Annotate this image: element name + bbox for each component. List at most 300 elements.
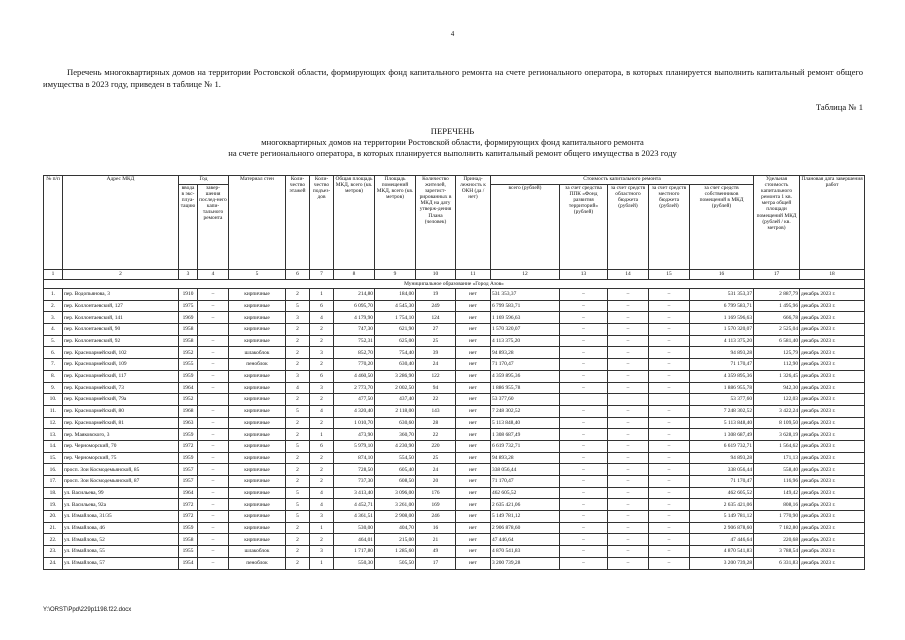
- row-entrances: 4: [310, 487, 334, 499]
- row-year-last-repair: –: [198, 476, 229, 488]
- column-number: 9: [375, 270, 416, 280]
- row-cost-regional: –: [608, 382, 649, 394]
- municipality-row: [44, 280, 865, 289]
- col-header-cost-total: всего (рублей): [491, 185, 560, 270]
- column-number: 6: [286, 270, 310, 280]
- row-material: кирпичные: [229, 312, 286, 324]
- row-cost-regional: –: [608, 300, 649, 312]
- row-address: пер. Коллонтаевский, 141: [63, 312, 179, 324]
- row-number: 2.: [44, 300, 63, 312]
- col-header-entrances: Коли-чество подъез-дов: [310, 176, 334, 270]
- row-premises-area: 754,40: [375, 347, 416, 359]
- row-planned-date: декабрь 2023 г.: [800, 359, 865, 371]
- row-cost-owners: 2 635 421,06: [690, 499, 754, 511]
- row-floors: 2: [286, 522, 310, 534]
- row-cost-total: 462 605,52: [491, 487, 560, 499]
- row-cost-owners: 4 113 375,20: [690, 335, 754, 347]
- row-cost-owners: 71 170,47: [690, 359, 754, 371]
- row-planned-date: декабрь 2023 г.: [800, 440, 865, 452]
- row-unit-cost: 3 422,24: [754, 405, 800, 417]
- column-number: 11: [456, 270, 491, 280]
- row-year-last-repair: –: [198, 546, 229, 558]
- row-residents: 22: [416, 394, 456, 406]
- col-header-num: № п/п: [44, 176, 63, 270]
- row-material: кирпичные: [229, 534, 286, 546]
- row-residents: 25: [416, 335, 456, 347]
- row-premises-area: 404,70: [375, 522, 416, 534]
- row-cost-fund: –: [560, 359, 608, 371]
- row-okn: нет: [456, 499, 491, 511]
- row-floors: 5: [286, 440, 310, 452]
- row-floors: 5: [286, 487, 310, 499]
- row-cost-owners: 4 870 541,83: [690, 546, 754, 558]
- row-address: ул. Измайлова, 46: [63, 522, 179, 534]
- row-cost-fund: –: [560, 405, 608, 417]
- row-cost-owners: 338 056,44: [690, 464, 754, 476]
- row-cost-owners: 6 619 732,71: [690, 440, 754, 452]
- row-premises-area: 215,00: [375, 534, 416, 546]
- table-row: [44, 499, 865, 511]
- row-year-last-repair: –: [198, 452, 229, 464]
- row-premises-area: 605,40: [375, 464, 416, 476]
- heading-line-2: многоквартирных домов на территории Ростовской области, формирующих фонд капитального ремонта: [261, 137, 644, 147]
- row-year-built: 1957: [179, 464, 198, 476]
- row-cost-total: 7 248 302,52: [491, 405, 560, 417]
- row-cost-local: –: [649, 522, 690, 534]
- row-address: просп. Зои Космодемьянской, 87: [63, 476, 179, 488]
- column-number: 17: [754, 270, 800, 280]
- row-cost-owners: 462 605,52: [690, 487, 754, 499]
- row-entrances: 1: [310, 289, 334, 301]
- row-cost-owners: 1 570 320,07: [690, 324, 754, 336]
- row-cost-regional: –: [608, 522, 649, 534]
- row-address: пер. Красноармейский, 73: [63, 382, 179, 394]
- table-row: [44, 324, 865, 336]
- row-okn: нет: [456, 300, 491, 312]
- row-cost-local: –: [649, 511, 690, 523]
- row-total-area: 4 460,50: [334, 370, 375, 382]
- row-year-built: 1958: [179, 324, 198, 336]
- row-cost-owners: 3 200 739,28: [690, 557, 754, 569]
- row-cost-total: 2 906 878,60: [491, 522, 560, 534]
- row-year-built: 1963: [179, 417, 198, 429]
- row-cost-regional: –: [608, 289, 649, 301]
- row-entrances: 3: [310, 546, 334, 558]
- row-cost-regional: –: [608, 511, 649, 523]
- row-unit-cost: 116,96: [754, 476, 800, 488]
- row-okn: нет: [456, 335, 491, 347]
- col-header-year-last-repair: завер-шения послед-него капи-тального ремонта: [198, 185, 229, 270]
- row-cost-fund: –: [560, 312, 608, 324]
- table-row: [44, 312, 865, 324]
- row-number: 12.: [44, 417, 63, 429]
- row-year-built: 1964: [179, 487, 198, 499]
- row-total-area: 1 717,80: [334, 546, 375, 558]
- row-cost-fund: –: [560, 534, 608, 546]
- row-premises-area: 1 285,60: [375, 546, 416, 558]
- row-planned-date: декабрь 2023 г.: [800, 464, 865, 476]
- row-year-built: 1955: [179, 359, 198, 371]
- row-okn: нет: [456, 429, 491, 441]
- row-cost-local: –: [649, 476, 690, 488]
- row-cost-regional: –: [608, 557, 649, 569]
- row-cost-total: 6 619 732,71: [491, 440, 560, 452]
- table-row: [44, 534, 865, 546]
- row-cost-regional: –: [608, 347, 649, 359]
- row-entrances: 2: [310, 394, 334, 406]
- row-unit-cost: 6 581,40: [754, 335, 800, 347]
- row-okn: нет: [456, 522, 491, 534]
- col-header-floors: Коли-чество этажей: [286, 176, 310, 270]
- row-number: 1.: [44, 289, 63, 301]
- row-cost-local: –: [649, 405, 690, 417]
- row-cost-fund: –: [560, 429, 608, 441]
- row-year-last-repair: –: [198, 499, 229, 511]
- row-year-last-repair: –: [198, 557, 229, 569]
- row-number: 24.: [44, 557, 63, 569]
- row-address: ул. Измайлова, 52: [63, 534, 179, 546]
- row-okn: нет: [456, 370, 491, 382]
- row-address: пер. Красноармейский, 79а: [63, 394, 179, 406]
- col-header-address: Адрес МКД: [63, 176, 179, 270]
- row-cost-fund: –: [560, 557, 608, 569]
- row-cost-regional: –: [608, 417, 649, 429]
- table-row: [44, 511, 865, 523]
- row-cost-regional: –: [608, 534, 649, 546]
- row-cost-local: –: [649, 429, 690, 441]
- table-row: [44, 382, 865, 394]
- row-address: пер. Красноармейский, 81: [63, 417, 179, 429]
- row-unit-cost: 6 331,83: [754, 557, 800, 569]
- table-row: [44, 522, 865, 534]
- row-okn: нет: [456, 324, 491, 336]
- row-year-built: 1957: [179, 476, 198, 488]
- row-cost-fund: –: [560, 522, 608, 534]
- row-material: кирпичные: [229, 487, 286, 499]
- row-okn: нет: [456, 476, 491, 488]
- mkd-table: [43, 175, 865, 570]
- row-planned-date: декабрь 2023 г.: [800, 347, 865, 359]
- row-okn: нет: [456, 394, 491, 406]
- row-cost-fund: –: [560, 452, 608, 464]
- row-cost-regional: –: [608, 440, 649, 452]
- row-premises-area: 2 002,50: [375, 382, 416, 394]
- row-okn: нет: [456, 534, 491, 546]
- row-year-last-repair: –: [198, 487, 229, 499]
- row-number: 10.: [44, 394, 63, 406]
- col-header-cost: Стоимость капитального ремонта: [491, 176, 754, 185]
- table-row: [44, 557, 865, 569]
- page-number: 4: [450, 30, 455, 38]
- row-entrances: 4: [310, 405, 334, 417]
- row-unit-cost: 171,13: [754, 452, 800, 464]
- row-cost-owners: 47 446,64: [690, 534, 754, 546]
- row-cost-local: –: [649, 546, 690, 558]
- row-year-built: 1969: [179, 312, 198, 324]
- row-okn: нет: [456, 289, 491, 301]
- row-okn: нет: [456, 546, 491, 558]
- row-total-area: 550,30: [334, 557, 375, 569]
- row-cost-fund: –: [560, 324, 608, 336]
- row-cost-local: –: [649, 370, 690, 382]
- row-material: кирпичные: [229, 522, 286, 534]
- row-cost-fund: –: [560, 417, 608, 429]
- row-year-last-repair: –: [198, 312, 229, 324]
- row-material: шлакоблок: [229, 347, 286, 359]
- row-okn: нет: [456, 312, 491, 324]
- row-floors: 2: [286, 335, 310, 347]
- row-cost-regional: –: [608, 499, 649, 511]
- row-floors: 4: [286, 382, 310, 394]
- table-row: [44, 464, 865, 476]
- row-residents: 220: [416, 440, 456, 452]
- row-number: 19.: [44, 499, 63, 511]
- row-cost-owners: 2 906 878,60: [690, 522, 754, 534]
- row-entrances: 1: [310, 522, 334, 534]
- row-cost-owners: 5 149 781,12: [690, 511, 754, 523]
- row-total-area: 770,20: [334, 359, 375, 371]
- row-year-built: 1959: [179, 522, 198, 534]
- row-entrances: 2: [310, 534, 334, 546]
- row-number: 13.: [44, 429, 63, 441]
- row-unit-cost: 3 788,54: [754, 546, 800, 558]
- row-cost-total: 71 170,47: [491, 359, 560, 371]
- row-planned-date: декабрь 2023 г.: [800, 499, 865, 511]
- row-planned-date: декабрь 2023 г.: [800, 557, 865, 569]
- row-unit-cost: 2 887,79: [754, 289, 800, 301]
- col-header-cost-owners: за счет средств собственников помещений в МКД (рублей): [690, 185, 754, 270]
- row-material: кирпичные: [229, 452, 286, 464]
- row-material: кирпичные: [229, 511, 286, 523]
- row-cost-total: 53 377,60: [491, 394, 560, 406]
- table-row: [44, 405, 865, 417]
- row-address: пер. Красноармейский, 102: [63, 347, 179, 359]
- row-residents: 22: [416, 429, 456, 441]
- row-address: пер. Черноморский, 75: [63, 452, 179, 464]
- col-header-planned-date: Плановая дата завершения работ: [800, 176, 865, 270]
- row-year-last-repair: –: [198, 359, 229, 371]
- row-cost-fund: –: [560, 370, 608, 382]
- row-address: пер. Черноморский, 70: [63, 440, 179, 452]
- row-floors: 2: [286, 324, 310, 336]
- row-cost-total: 4 113 375,20: [491, 335, 560, 347]
- row-year-last-repair: –: [198, 429, 229, 441]
- row-residents: 124: [416, 312, 456, 324]
- row-floors: 3: [286, 312, 310, 324]
- row-residents: 25: [416, 452, 456, 464]
- col-header-premises-area: Площадь помещений МКД, всего (кв. метров): [375, 176, 416, 270]
- row-year-built: 1968: [179, 405, 198, 417]
- row-planned-date: декабрь 2023 г.: [800, 324, 865, 336]
- row-residents: 94: [416, 382, 456, 394]
- table-heading: [0, 126, 905, 159]
- row-year-built: 1955: [179, 546, 198, 558]
- row-floors: 2: [286, 452, 310, 464]
- row-residents: 249: [416, 300, 456, 312]
- row-number: 7.: [44, 359, 63, 371]
- row-total-area: 4 452,71: [334, 499, 375, 511]
- row-cost-local: [649, 394, 690, 406]
- row-cost-regional: –: [608, 429, 649, 441]
- row-cost-owners: 6 799 583,71: [690, 300, 754, 312]
- row-cost-regional: –: [608, 324, 649, 336]
- row-planned-date: декабрь 2023 г.: [800, 417, 865, 429]
- row-okn: нет: [456, 452, 491, 464]
- row-residents: 246: [416, 511, 456, 523]
- row-unit-cost: 2 525,04: [754, 324, 800, 336]
- row-address: пер. Красноармейский, 80: [63, 405, 179, 417]
- row-premises-area: 184,00: [375, 289, 416, 301]
- row-residents: 28: [416, 417, 456, 429]
- row-cost-total: 1 308 687,49: [491, 429, 560, 441]
- row-floors: 5: [286, 405, 310, 417]
- row-cost-regional: –: [608, 370, 649, 382]
- row-residents: 16: [416, 522, 456, 534]
- row-material: кирпичные: [229, 370, 286, 382]
- row-number: 4.: [44, 324, 63, 336]
- row-planned-date: декабрь 2023 г.: [800, 487, 865, 499]
- row-cost-local: –: [649, 499, 690, 511]
- row-material: пеноблок: [229, 557, 286, 569]
- row-cost-total: 94 893,28: [491, 347, 560, 359]
- row-floors: 2: [286, 289, 310, 301]
- table-row: [44, 289, 865, 301]
- row-cost-total: 6 799 583,71: [491, 300, 560, 312]
- col-header-year-built: ввода в экс-плуа-тацию: [179, 185, 198, 270]
- row-premises-area: 3 261,00: [375, 499, 416, 511]
- row-cost-owners: 94 893,28: [690, 452, 754, 464]
- row-year-built: 1972: [179, 440, 198, 452]
- row-material: кирпичные: [229, 429, 286, 441]
- table-row: [44, 487, 865, 499]
- row-material: кирпичные: [229, 394, 286, 406]
- row-cost-regional: –: [608, 476, 649, 488]
- row-number: 21.: [44, 522, 63, 534]
- row-unit-cost: 1 770,90: [754, 511, 800, 523]
- row-premises-area: 2 118,00: [375, 405, 416, 417]
- row-okn: нет: [456, 382, 491, 394]
- row-unit-cost: 8 109,50: [754, 417, 800, 429]
- municipality-name: Муниципальное образование «Город Азов»: [44, 280, 865, 289]
- row-year-last-repair: –: [198, 370, 229, 382]
- table-row: [44, 546, 865, 558]
- table-row: [44, 359, 865, 371]
- row-material: шлакоблок: [229, 546, 286, 558]
- row-floors: 2: [286, 347, 310, 359]
- row-year-built: 1959: [179, 370, 198, 382]
- row-address: пер. Красноармейский, 117: [63, 370, 179, 382]
- row-cost-local: –: [649, 534, 690, 546]
- row-number: 17.: [44, 476, 63, 488]
- row-planned-date: декабрь 2023 г.: [800, 452, 865, 464]
- column-number: 2: [63, 270, 179, 280]
- row-material: пеноблок: [229, 359, 286, 371]
- row-cost-fund: –: [560, 511, 608, 523]
- row-planned-date: декабрь 2023 г.: [800, 546, 865, 558]
- row-premises-area: 505,50: [375, 557, 416, 569]
- row-cost-local: –: [649, 417, 690, 429]
- row-cost-owners: 5 113 848,40: [690, 417, 754, 429]
- row-total-area: 473,90: [334, 429, 375, 441]
- row-floors: 5: [286, 499, 310, 511]
- row-year-last-repair: –: [198, 289, 229, 301]
- row-total-area: 530,00: [334, 522, 375, 534]
- row-residents: 143: [416, 405, 456, 417]
- column-number: 10: [416, 270, 456, 280]
- row-okn: нет: [456, 417, 491, 429]
- column-number: 18: [800, 270, 865, 280]
- row-premises-area: 621,90: [375, 324, 416, 336]
- row-entrances: 2: [310, 335, 334, 347]
- row-cost-total: 71 170,47: [491, 476, 560, 488]
- row-total-area: 4 179,90: [334, 312, 375, 324]
- row-residents: 39: [416, 347, 456, 359]
- row-cost-local: –: [649, 452, 690, 464]
- row-year-last-repair: –: [198, 335, 229, 347]
- column-number: 5: [229, 270, 286, 280]
- column-number: 3: [179, 270, 198, 280]
- row-number: 6.: [44, 347, 63, 359]
- row-cost-fund: –: [560, 464, 608, 476]
- row-cost-total: 4 870 541,83: [491, 546, 560, 558]
- row-total-area: 464,01: [334, 534, 375, 546]
- row-unit-cost: 122,03: [754, 394, 800, 406]
- row-unit-cost: 808,16: [754, 499, 800, 511]
- row-year-built: 1958: [179, 534, 198, 546]
- row-cost-regional: –: [608, 487, 649, 499]
- row-cost-owners: 94 893,28: [690, 347, 754, 359]
- column-number: 15: [649, 270, 690, 280]
- table-row: [44, 452, 865, 464]
- row-year-built: 1910: [179, 289, 198, 301]
- row-total-area: 737,30: [334, 476, 375, 488]
- row-total-area: 477,50: [334, 394, 375, 406]
- row-cost-total: 338 056,44: [491, 464, 560, 476]
- row-address: пер. Коллонтаевский, 90: [63, 324, 179, 336]
- row-material: кирпичные: [229, 499, 286, 511]
- row-material: кирпичные: [229, 324, 286, 336]
- row-floors: 3: [286, 370, 310, 382]
- row-cost-fund: –: [560, 476, 608, 488]
- table-row: [44, 300, 865, 312]
- row-year-built: 1972: [179, 511, 198, 523]
- row-total-area: 3 413,40: [334, 487, 375, 499]
- row-entrances: 3: [310, 511, 334, 523]
- row-planned-date: декабрь 2023 г.: [800, 382, 865, 394]
- row-year-built: 1954: [179, 557, 198, 569]
- row-year-built: 1952: [179, 347, 198, 359]
- row-cost-total: 47 446,64: [491, 534, 560, 546]
- row-planned-date: декабрь 2023 г.: [800, 511, 865, 523]
- row-premises-area: 437,40: [375, 394, 416, 406]
- column-number: 13: [560, 270, 608, 280]
- row-premises-area: 4 545,30: [375, 300, 416, 312]
- row-planned-date: декабрь 2023 г.: [800, 522, 865, 534]
- row-entrances: 6: [310, 370, 334, 382]
- table-row: [44, 476, 865, 488]
- row-cost-fund: –: [560, 440, 608, 452]
- row-cost-regional: –: [608, 335, 649, 347]
- row-cost-regional: –: [608, 312, 649, 324]
- row-okn: нет: [456, 405, 491, 417]
- row-cost-total: 5 113 848,40: [491, 417, 560, 429]
- row-year-last-repair: –: [198, 522, 229, 534]
- row-residents: 24: [416, 464, 456, 476]
- table-row: [44, 370, 865, 382]
- row-number: 22.: [44, 534, 63, 546]
- row-address: ул. Васильева, 99: [63, 487, 179, 499]
- row-year-built: 1952: [179, 394, 198, 406]
